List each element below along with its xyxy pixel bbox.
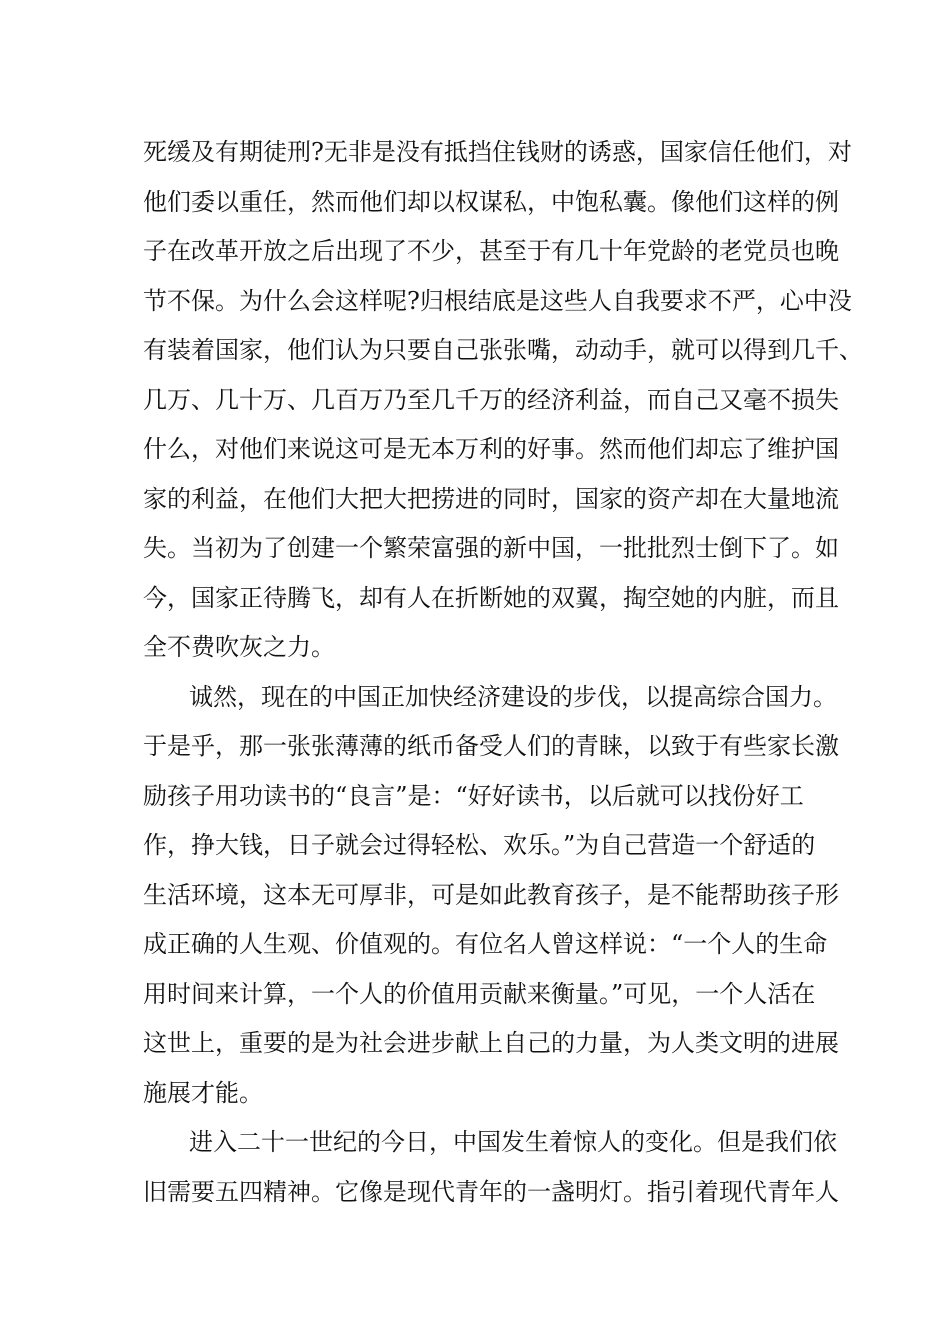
text-line: 励孩子用功读书的“良言”是：“好好读书，以后就可以找份好工 xyxy=(143,781,804,810)
text-line: 施展才能。 xyxy=(143,1078,263,1107)
paragraph-1 xyxy=(143,128,863,673)
text-line: 死缓及有期徒刑?无非是没有抵挡住钱财的诱惑，国家信任他们，对 xyxy=(143,138,852,166)
text-line: 失。当初为了创建一个繁荣富强的新中国，一批批烈士倒下了。如 xyxy=(143,534,839,562)
text-line: 他们委以重任，然而他们却以权谋私，中饱私囊。像他们这样的例 xyxy=(143,187,839,216)
text-line: 子在改革开放之后出现了不少，甚至于有几十年党龄的老党员也晚 xyxy=(143,237,839,265)
text-line: 这世上，重要的是为社会进步献上自己的力量，为人类文明的进展 xyxy=(143,1029,839,1057)
paragraph-2 xyxy=(143,673,839,1119)
paragraph-3 xyxy=(143,1118,839,1217)
text-line-indented: 诚然，现在的中国正加快经济建设的步伐，以提高综合国力。 xyxy=(189,682,837,711)
text-line: 用时间来计算，一个人的价值用贡献来衡量。”可见，一个人活在 xyxy=(143,979,816,1008)
text-line: 生活环境，这本无可厚非，可是如此教育孩子，是不能帮助孩子形 xyxy=(143,880,839,909)
text-line: 作，挣大钱，日子就会过得轻松、欢乐。”为自己营造一个舒适的 xyxy=(143,831,816,859)
text-line: 有装着国家，他们认为只要自己张张嘴，动动手，就可以得到几千、 xyxy=(143,336,863,364)
text-line: 于是乎，那一张张薄薄的纸币备受人们的青睐，以致于有些家长激 xyxy=(143,732,839,760)
text-line: 今，国家正待腾飞，却有人在折断她的双翼，掏空她的内脏，而且 xyxy=(143,583,839,612)
text-line: 旧需要五四精神。它像是现代青年的一盏明灯。指引着现代青年人 xyxy=(143,1177,839,1206)
text-line: 几万、几十万、几百万乃至几千万的经济利益，而自己又毫不损失 xyxy=(143,385,839,414)
document-body xyxy=(143,128,863,1217)
text-line-indented: 进入二十一世纪的今日，中国发生着惊人的变化。但是我们依 xyxy=(189,1128,837,1156)
text-line: 全不费吹灰之力。 xyxy=(143,633,335,661)
text-line: 什么，对他们来说这可是无本万利的好事。然而他们却忘了维护国 xyxy=(143,435,839,463)
text-line: 成正确的人生观、价值观的。有位名人曾这样说：“一个人的生命 xyxy=(143,930,828,958)
text-line: 家的利益，在他们大把大把捞进的同时，国家的资产却在大量地流 xyxy=(143,484,839,513)
text-line: 节不保。为什么会这样呢?归根结底是这些人自我要求不严，心中没 xyxy=(143,286,852,315)
